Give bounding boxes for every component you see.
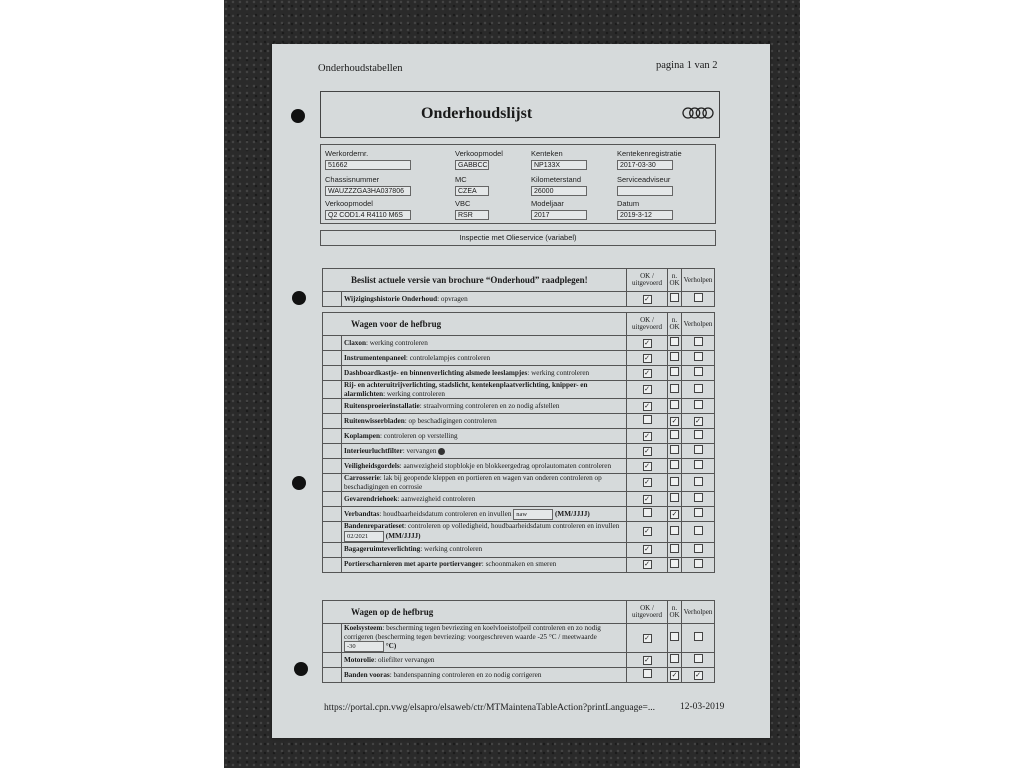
item-text — [342, 414, 627, 429]
fixed-checkbox[interactable]: ✓ — [695, 416, 701, 425]
item-name: Motorolie — [344, 655, 375, 664]
item-name: Rij- en achteruitrijverlichting, stadslicht, kentekenplaatverlichting, knipper- en alarmlichten — [344, 381, 588, 398]
col-ok: OK / uitgevoerd — [627, 313, 668, 336]
fixed-checkbox[interactable] — [694, 430, 703, 439]
status-dot-icon — [438, 448, 445, 455]
not-ok-checkbox[interactable] — [670, 632, 679, 641]
not-ok-checkbox[interactable]: ✓ — [671, 670, 678, 679]
ok-checkbox[interactable]: ✓ — [644, 478, 650, 486]
item-action: : lak bij geopende kleppen en portieren en wagen van onderen controleren op beschadigingen en corrosie — [344, 474, 602, 491]
ok-checkbox[interactable]: ✓ — [644, 633, 650, 642]
item-name: Gevarendriehoek — [344, 494, 398, 503]
item-action: : straalvorming controleren en zo nodig afstellen — [419, 401, 560, 410]
item-name: Claxon — [344, 338, 366, 347]
fixed-checkbox[interactable] — [694, 367, 703, 376]
ok-checkbox[interactable]: ✓ — [644, 494, 650, 503]
table-row — [323, 444, 715, 459]
table-row — [323, 542, 715, 557]
item-text — [342, 492, 627, 507]
item-name: Ruitenwisserbladen — [344, 416, 405, 425]
fixed-checkbox[interactable] — [694, 544, 703, 553]
col-nok: n. OK — [668, 313, 682, 336]
item-text — [342, 653, 627, 668]
not-ok-checkbox[interactable] — [670, 384, 679, 393]
item-name: Bandenreparatieset — [344, 522, 405, 530]
col-ok: OK / uitgevoerd — [627, 269, 668, 292]
item-text — [342, 668, 627, 683]
not-ok-checkbox[interactable]: ✓ — [671, 416, 678, 425]
not-ok-checkbox[interactable] — [670, 526, 679, 535]
not-ok-checkbox[interactable]: ✓ — [671, 509, 678, 518]
checklist-section — [322, 312, 715, 573]
item-suffix: °C) — [385, 642, 397, 651]
item-action: : aanwezigheid controleren — [397, 494, 476, 503]
item-action: : werking controleren — [383, 389, 445, 398]
fixed-checkbox[interactable] — [694, 352, 703, 361]
info-label: Serviceadviseur — [617, 175, 671, 184]
fixed-checkbox[interactable] — [694, 477, 703, 486]
table-row — [323, 653, 715, 668]
fixed-checkbox[interactable]: ✓ — [695, 670, 701, 679]
table-row — [323, 492, 715, 507]
info-value: NP133X — [531, 160, 587, 170]
not-ok-checkbox[interactable] — [670, 400, 679, 409]
fixed-checkbox[interactable] — [694, 384, 703, 393]
info-value: 2017 — [531, 210, 587, 220]
item-name: Verbandtas — [344, 509, 380, 518]
ok-checkbox[interactable]: ✓ — [644, 338, 650, 347]
item-action: : werking controleren — [365, 338, 428, 347]
item-name: Banden vooras — [344, 670, 390, 679]
item-name: Instrumentenpaneel — [344, 353, 406, 362]
header-left: Onderhoudstabellen — [318, 63, 403, 74]
item-name: Koplampen — [344, 431, 380, 440]
maintenance-sheet — [272, 44, 770, 738]
title-box — [320, 91, 720, 138]
not-ok-checkbox[interactable] — [670, 337, 679, 346]
audi-rings-logo — [682, 106, 714, 120]
punch-hole — [292, 476, 306, 490]
checklist-section — [322, 600, 715, 683]
info-value: CZEA — [455, 186, 489, 196]
item-name: Ruitensproeierinstallatie — [344, 401, 420, 410]
item-suffix: (MM/JJJJ) — [385, 531, 421, 540]
item-action: : vervangen — [402, 446, 437, 455]
ok-checkbox[interactable]: ✓ — [644, 545, 650, 553]
item-action: : werking controleren — [527, 368, 590, 377]
item-text — [342, 429, 627, 444]
not-ok-checkbox[interactable] — [670, 430, 679, 439]
item-action: : op beschadigingen controleren — [404, 416, 497, 425]
item-action: : controlelampjes controleren — [405, 353, 491, 362]
item-text — [342, 381, 627, 399]
ok-checkbox[interactable]: ✓ — [644, 294, 650, 303]
item-name: Interieurluchtfilter — [344, 446, 403, 455]
table-row — [323, 292, 715, 307]
item-text — [342, 366, 627, 381]
item-text — [342, 624, 627, 653]
ok-checkbox[interactable]: ✓ — [644, 368, 650, 377]
checklist-section — [322, 268, 715, 307]
item-name: Dashboardkastje- en binnenverlichting alsmede leeslampjes — [344, 368, 528, 377]
fixed-checkbox[interactable] — [694, 654, 703, 663]
punch-hole — [294, 662, 308, 676]
col-nok: n. OK — [668, 269, 682, 292]
item-action: : controleren op volledigheid, houdbaarheidsdatum controleren en invullen — [404, 522, 620, 530]
ok-checkbox[interactable]: ✓ — [644, 385, 650, 393]
not-ok-checkbox[interactable] — [670, 460, 679, 469]
fixed-checkbox[interactable] — [694, 337, 703, 346]
table-row — [323, 351, 715, 366]
not-ok-checkbox[interactable] — [670, 559, 679, 568]
table-row — [323, 336, 715, 351]
inspection-type: Inspectie met Olieservice (variabel) — [320, 230, 716, 246]
info-label: Verkoopmodel — [455, 149, 503, 158]
ok-checkbox[interactable]: ✓ — [644, 431, 650, 440]
fixed-checkbox[interactable] — [694, 559, 703, 568]
item-action: : bescherming tegen bevriezing en koelvloeistofpeil controleren en zo nodig corrigeren (bescherming tegen bevriezing: voorgeschreven waarde -25 °C / meetwaarde — [344, 624, 601, 641]
footer-url: https://portal.cpn.vwg/elsapro/elsaweb/ctr/MTMaintenaTableAction?printLanguage=... — [324, 703, 656, 713]
vehicle-info — [320, 144, 716, 224]
fixed-checkbox[interactable] — [694, 400, 703, 409]
item-suffix: (MM/JJJJ) — [555, 509, 590, 518]
item-action: : bandenspanning controleren en zo nodig corrigeren — [389, 670, 542, 679]
info-label: Modeljaar — [531, 199, 564, 208]
info-label: Kenteken — [531, 149, 563, 158]
info-value: 2019-3-12 — [617, 210, 673, 220]
item-text — [342, 522, 627, 543]
table-row — [323, 522, 715, 543]
not-ok-checkbox[interactable] — [670, 367, 679, 376]
info-value — [617, 186, 673, 196]
table-row — [323, 557, 715, 572]
fixed-checkbox[interactable] — [694, 460, 703, 469]
ok-checkbox[interactable]: ✓ — [644, 353, 650, 362]
info-label: Chassisnummer — [325, 175, 380, 184]
col-fixed: Verholpen — [682, 313, 715, 336]
table-row — [323, 459, 715, 474]
page-title: Onderhoudslijst — [421, 105, 533, 122]
col-nok: n. OK — [668, 601, 682, 624]
item-text — [342, 399, 627, 414]
table-row — [323, 668, 715, 683]
info-value: Q2 COD1.4 R4110 M6S — [325, 210, 411, 220]
item-name: Bagageruimteverlichting — [344, 545, 421, 554]
not-ok-checkbox[interactable] — [670, 544, 679, 553]
table-row — [323, 624, 715, 653]
item-text — [342, 292, 627, 307]
fixed-checkbox[interactable] — [694, 293, 703, 302]
ok-checkbox[interactable] — [643, 669, 652, 678]
not-ok-checkbox[interactable] — [670, 493, 679, 502]
item-name: Portierscharnieren met aparte portiervanger — [344, 560, 482, 569]
info-label: Datum — [617, 199, 640, 208]
item-text — [342, 459, 627, 474]
footer-date: 12-03-2019 — [680, 702, 725, 712]
table-row — [323, 366, 715, 381]
value-field[interactable]: 02/2021 — [344, 531, 384, 542]
table-row — [323, 414, 715, 429]
table-row — [323, 429, 715, 444]
page-indicator: pagina 1 van 2 — [656, 60, 718, 71]
item-name: Wijzigingshistorie Onderhoud — [344, 294, 438, 303]
item-action: : opvragen — [437, 294, 468, 303]
ok-checkbox[interactable]: ✓ — [644, 527, 650, 536]
section-title: Beslist actuele versie van brochure “Onderhoud” raadplegen! — [323, 269, 627, 292]
item-name: Carrosserie — [344, 474, 380, 482]
item-text — [342, 336, 627, 351]
fixed-checkbox[interactable] — [694, 632, 703, 641]
info-label: Verkoopmodel — [325, 199, 373, 208]
fixed-checkbox[interactable] — [694, 508, 703, 517]
col-ok: OK / uitgevoerd — [627, 601, 668, 624]
value-field[interactable]: -30 — [344, 641, 384, 652]
info-label: Kentekenregistratie — [617, 149, 682, 158]
item-text — [342, 542, 627, 557]
table-row — [323, 381, 715, 399]
table-row — [323, 507, 715, 522]
info-label: Werkordernr. — [325, 149, 369, 158]
not-ok-checkbox[interactable] — [670, 293, 679, 302]
info-value: RSR — [455, 210, 489, 220]
table-row — [323, 399, 715, 414]
item-action: : aanwezigheid stopblokje en blokkeergedrag oprolautomaten controleren — [399, 461, 612, 470]
item-action: : oliefilter vervangen — [374, 655, 435, 664]
item-name: Koelsysteem — [344, 624, 383, 632]
ok-checkbox[interactable] — [643, 415, 652, 424]
ok-checkbox[interactable]: ✓ — [644, 655, 650, 664]
item-action: : schoonmaken en smeren — [481, 560, 557, 569]
item-name: Veiligheidsgordels — [344, 461, 400, 470]
not-ok-checkbox[interactable] — [670, 654, 679, 663]
item-text — [342, 351, 627, 366]
value-field[interactable]: naw — [513, 509, 553, 520]
table-row — [323, 474, 715, 492]
fixed-checkbox[interactable] — [694, 445, 703, 454]
item-action: : werking controleren — [420, 545, 483, 554]
item-action: : controleren op verstelling — [379, 431, 458, 440]
ok-checkbox[interactable]: ✓ — [644, 401, 650, 410]
not-ok-checkbox[interactable] — [670, 352, 679, 361]
fixed-checkbox[interactable] — [694, 493, 703, 502]
item-text — [342, 474, 627, 492]
info-value: WAUZZZGA3HA037806 — [325, 186, 411, 196]
fixed-checkbox[interactable] — [694, 526, 703, 535]
ok-checkbox[interactable] — [643, 508, 652, 517]
ok-checkbox[interactable]: ✓ — [644, 560, 650, 568]
info-label: VBC — [455, 199, 471, 208]
section-title: Wagen voor de hefbrug — [323, 313, 627, 336]
punch-hole — [292, 291, 306, 305]
item-text — [342, 557, 627, 572]
not-ok-checkbox[interactable] — [670, 445, 679, 454]
col-fixed: Verholpen — [682, 601, 715, 624]
punch-hole — [291, 109, 305, 123]
item-action: : houdbaarheidsdatum controleren en invullen — [379, 509, 512, 518]
item-text — [342, 507, 627, 522]
ok-checkbox[interactable]: ✓ — [644, 461, 650, 470]
item-text — [342, 444, 627, 459]
col-fixed: Verholpen — [682, 269, 715, 292]
section-title: Wagen op de hefbrug — [323, 601, 627, 624]
info-value: 26000 — [531, 186, 587, 196]
info-value: GABBCC — [455, 160, 489, 170]
info-value: 2017-03-30 — [617, 160, 673, 170]
info-value: 51662 — [325, 160, 411, 170]
info-label: MC — [455, 175, 467, 184]
ok-checkbox[interactable]: ✓ — [644, 446, 650, 455]
info-label: Kilometerstand — [531, 175, 582, 184]
not-ok-checkbox[interactable] — [670, 477, 679, 486]
